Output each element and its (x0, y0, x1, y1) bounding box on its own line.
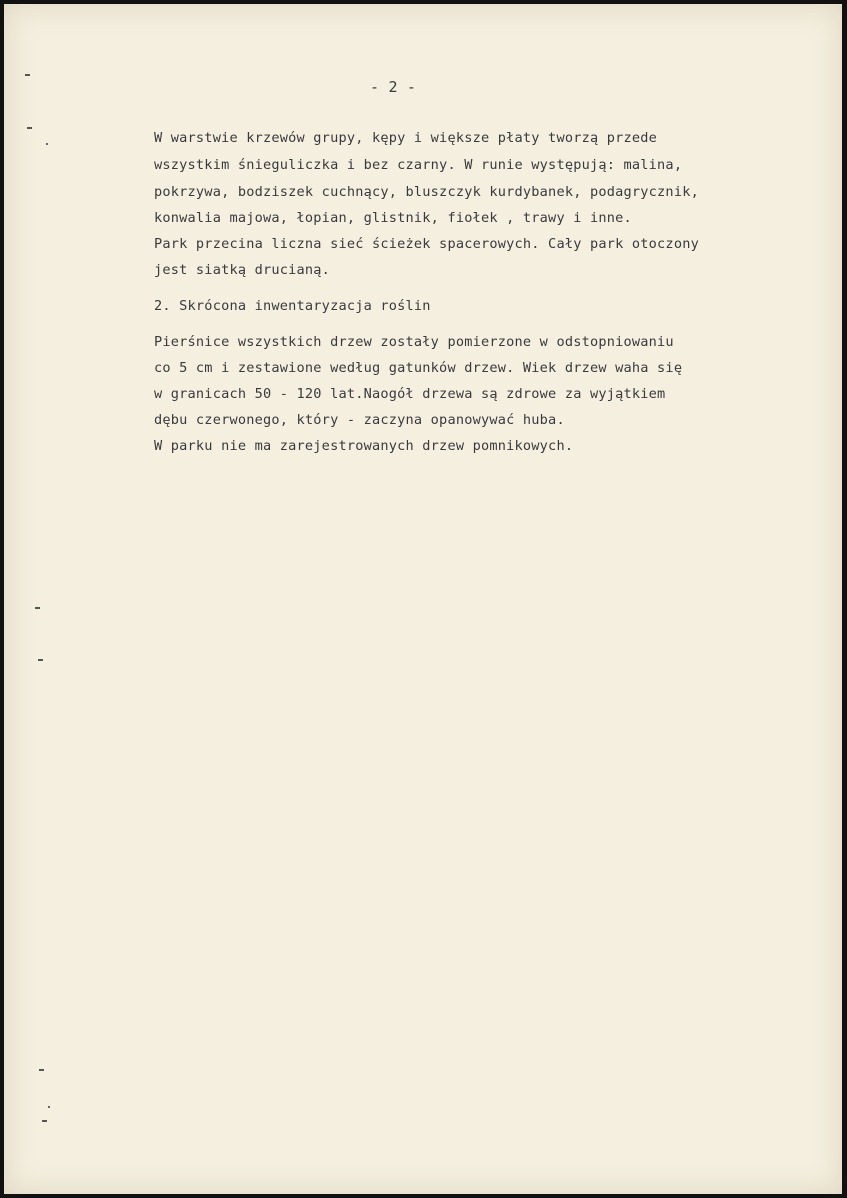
margin-mark (27, 127, 32, 129)
paragraph-line: co 5 cm i zestawione według gatunków drzew. Wiek drzew waha się (154, 360, 683, 376)
margin-mark (25, 74, 30, 76)
margin-mark (48, 1106, 50, 1108)
paragraph-line: konwalia majowa, łopian, glistnik, fiołek , trawy i inne. (154, 210, 632, 226)
paragraph-line: Pierśnice wszystkich drzew zostały pomierzone w odstopniowaniu (154, 334, 674, 350)
margin-mark (46, 143, 48, 145)
section-heading: 2. Skrócona inwentaryzacja roślin (154, 298, 431, 314)
paragraph-line: pokrzywa, bodziszek cuchnący, bluszczyk kurdybanek, podagrycznik, (154, 184, 699, 200)
paragraph-line: w granicach 50 - 120 lat.Naogół drzewa są zdrowe za wyjątkiem (154, 386, 666, 402)
paragraph-line: wszystkim śnieguliczka i bez czarny. W runie występują: malina, (154, 157, 683, 173)
margin-mark (39, 1069, 44, 1071)
page-number: - 2 - (370, 78, 417, 96)
paragraph-line: jest siatką drucianą. (154, 262, 331, 278)
paragraph-line: Park przecina liczna sieć ścieżek spacerowych. Cały park otoczony (154, 236, 699, 252)
margin-mark (38, 659, 43, 661)
margin-mark (42, 1120, 47, 1122)
margin-mark (35, 607, 40, 609)
paragraph-line: W parku nie ma zarejestrowanych drzew pomnikowych. (154, 438, 574, 454)
paragraph-line: dębu czerwonego, który - zaczyna opanowywać huba. (154, 412, 565, 428)
document-page (4, 4, 842, 1194)
paragraph-line: W warstwie krzewów grupy, kępy i większe płaty tworzą przede (154, 130, 658, 146)
